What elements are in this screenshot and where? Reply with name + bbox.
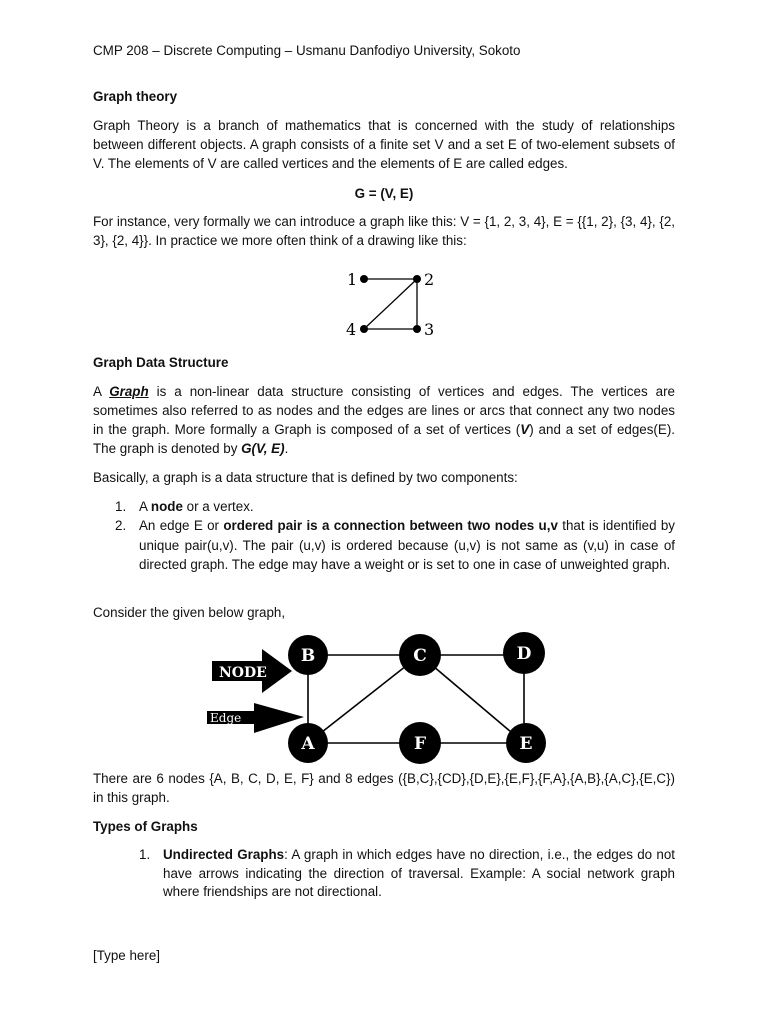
intro-paragraph: Graph Theory is a branch of mathematics that is concerned with the study of relationships between different objects. A graph consists of a finite set V and a set E of two-element subsets of V. The elements of V are called vertices and the elements of E are called edges. [93,118,675,171]
ds-paragraph: A Graph is a non-linear data structure consisting of vertices and edges. The vertices are sometimes also referred to as nodes and the edges are lines or arcs that connect any two nodes in the graph. More formally a Graph is composed of a set of vertices (V) and a set of edges(E). The graph is denoted by G(V, E). [93,384,676,456]
edge-2-4 [364,279,417,329]
page-header: CMP 208 – Discrete Computing – Usmanu Danfodiyo University, Sokoto [93,43,521,58]
list-item-node: A node or a vertex. [139,499,254,514]
vertex-1 [360,275,368,283]
graph-term: Graph [109,384,149,399]
consider-text: Consider the given below graph, [93,605,286,620]
list-number-1: 1. [115,499,127,514]
summary-paragraph: There are 6 nodes {A, B, C, D, E, F} and 8 edges ({B,C},{CD},{D,E},{E,F},{F,A},{A,B},{A,C},{E,C}) in this graph. [93,771,675,805]
small-graph-figure [330,262,450,342]
heading-types-of-graphs: Types of Graphs [93,819,198,834]
instance-paragraph: For instance, very formally we can introduce a graph like this: V = {1, 2, 3, 4}, E = {{1, 2}, {3, 4}, {2, 3}, {2, 4}}. In practice we more often think of a drawing like this: [93,214,675,248]
vertex-3 [413,325,421,333]
node-label-f: F [413,734,427,754]
node-label-d: D [516,644,532,664]
node-arrow-label: NODE [219,665,267,681]
big-graph-figure [200,625,560,770]
vertex-label-1: 1 [347,270,358,289]
vertex-label-4: 4 [346,320,357,339]
graph-notation: G(V, E) [241,441,285,456]
vertex-2 [413,275,421,283]
heading-graph-theory: Graph theory [93,89,178,104]
vertex-label-3: 3 [424,320,435,339]
heading-graph-data-structure: Graph Data Structure [93,355,229,370]
basically-paragraph: Basically, a graph is a data structure that is defined by two components: [93,470,518,485]
vertex-4 [360,325,368,333]
node-label-c: C [413,646,427,666]
node-label-b: B [300,646,316,666]
vertex-label-2: 2 [424,270,435,289]
list-number-2: 2. [115,518,127,533]
list-item-edge: An edge E or ordered pair is a connection between two nodes u,v that is identified by unique pair(u,v). The pair (u,v) is ordered because (u,v) is not same as (v,u) in case of directed graph. The edge may have a weight or is set to one in case of unweighted graph. [139,518,675,572]
list-item-undirected-graphs: Undirected Graphs: A graph in which edges have no direction, i.e., the edges do not have arrows indicating the direction of traversal. Example: A social network graph where friendships are not directional. [163,847,675,899]
edge-arrow-label: Edge [210,711,242,725]
page-footer: [Type here] [93,948,160,963]
formula: G = (V, E) [354,186,414,201]
types-list-number-1: 1. [139,847,151,862]
edge-a-c [308,655,420,743]
node-label-a: A [301,734,315,754]
node-label-e: E [519,734,533,754]
